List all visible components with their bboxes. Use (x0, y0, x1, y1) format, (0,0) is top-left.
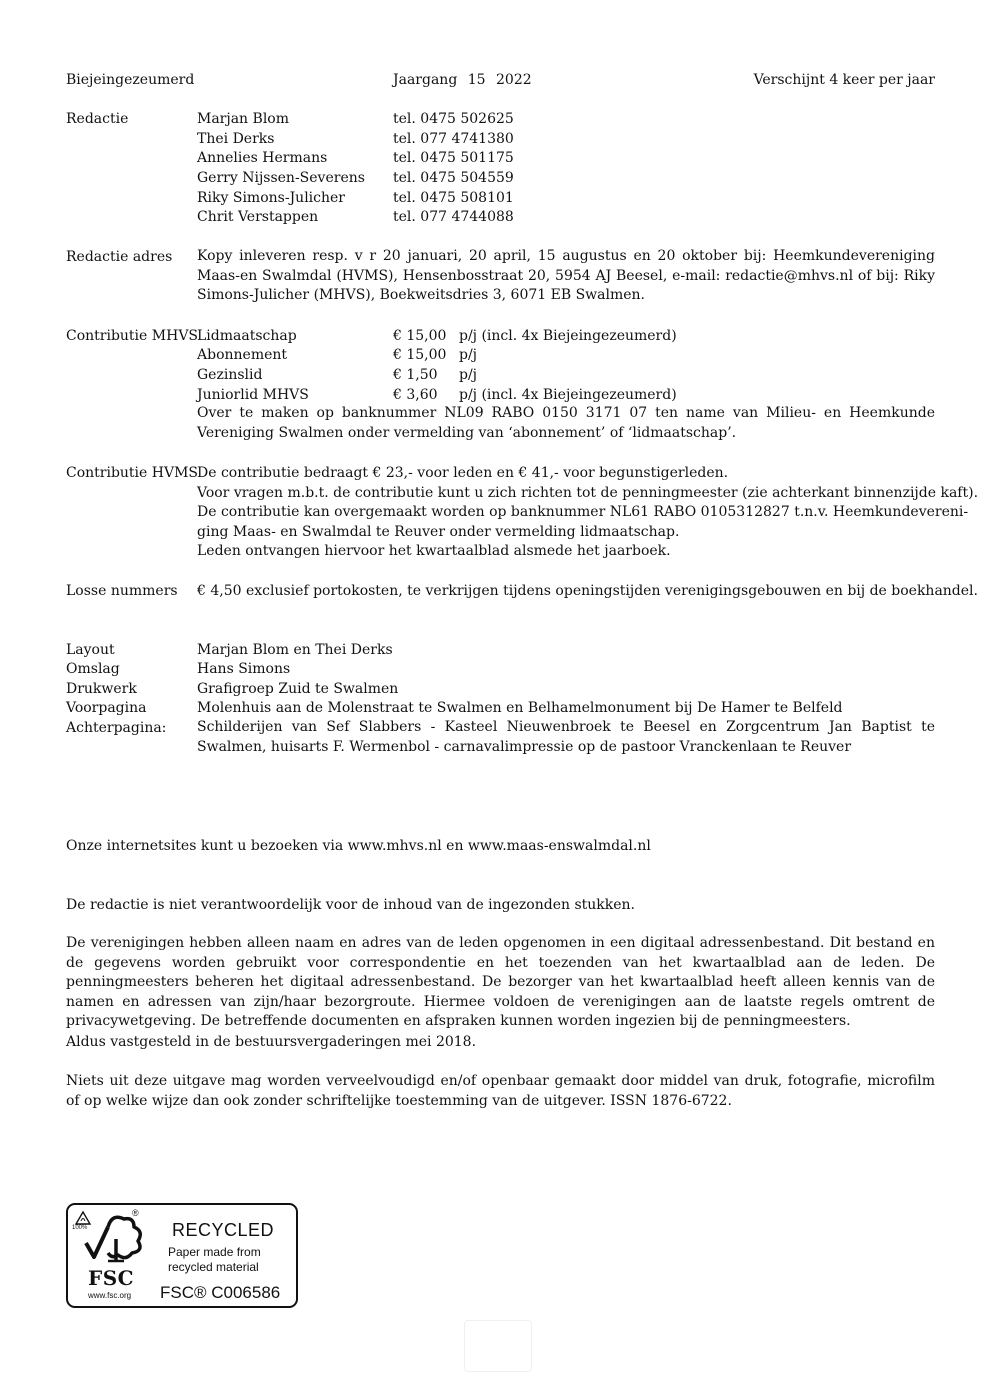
credit-label: Layout (66, 642, 115, 658)
member-tel: tel. 0475 502625 (393, 111, 514, 127)
credit-label: Drukwerk (66, 681, 137, 697)
member-name: Annelies Hermans (197, 150, 328, 166)
credit-label: Voorpagina (66, 700, 147, 716)
fee-type: Lidmaatschap (197, 328, 297, 344)
copyright-text: Niets uit deze uitgave mag worden verveelvoudigd en/of openbaar gemaakt door middel van druk, fotografie, microfilm of op welke wijze dan ook zonder schriftelijke toestemming van de uitgever. ISSN 1876-6722. (66, 1073, 935, 1109)
member-name: Riky Simons-Julicher (197, 190, 345, 206)
fee-note: p/j (459, 367, 478, 383)
credit-value: Molenhuis aan de Molenstraat te Swalmen en Belhamelmonument bij De Hamer te Belfeld (197, 700, 843, 716)
member-name: Chrit Verstappen (197, 209, 319, 225)
credit-value: Grafigroep Zuid te Swalmen (197, 681, 399, 697)
fee-amount: € 3,60 (393, 387, 438, 403)
fee-note: p/j (incl. 4x Biejeingezeumerd) (459, 328, 677, 344)
fee-amount: € 1,50 (393, 367, 438, 383)
fsc-recycled-logo (66, 1203, 298, 1308)
fee-note: p/j (459, 347, 478, 363)
fee-amount: € 15,00 (393, 347, 447, 363)
contributie-mhvs-text: Over te maken op banknummer NL09 RABO 0150 3171 07 ten name van Milieu- en Heemkunde Vereniging Swalmen onder vermelding van ‘abonnement’ of ‘lidmaatschap’. (197, 405, 935, 441)
fsc-registered-mark: ® (132, 1208, 139, 1218)
contributie-hvms-label: Contributie HVMS (66, 465, 199, 481)
credit-value: Marjan Blom en Thei Derks (197, 642, 393, 658)
hvms-line: Leden ontvangen hiervoor het kwartaalblad alsmede het jaarboek. (197, 543, 671, 559)
member-tel: tel. 077 4744088 (393, 209, 514, 225)
member-name: Marjan Blom (197, 111, 289, 127)
fee-type: Juniorlid MHVS (197, 387, 309, 403)
redactie-adres-text: Kopy inleveren resp. v r 20 januari, 20 april, 15 augustus en 20 oktober bij: Heemkundevereniging Maas-en Swalmdal (HVMS), Hensenbosstraat 20, 5954 AJ Beesel, e-mail: redactie@mhvs.nl of bij: Riky Simons-Julicher (MHVS), Boekweitsdries 3, 6071 EB Swalmen. (197, 248, 935, 304)
fee-type: Gezinslid (197, 367, 263, 383)
disclaimer-text: De redactie is niet verantwoordelijk voor de inhoud van de ingezonden stukken. (66, 897, 635, 913)
losse-nummers-text: € 4,50 exclusief portokosten, te verkrijgen tijdens openingstijden verenigingsgebouwen en bij de boekhandel. (197, 583, 978, 599)
redactie-adres-label: Redactie adres (66, 249, 173, 265)
member-tel: tel. 0475 508101 (393, 190, 514, 206)
fee-type: Abonnement (197, 347, 288, 363)
privacy-closing: Aldus vastgesteld in de bestuursvergaderingen mei 2018. (66, 1034, 477, 1050)
fsc-recycled-heading: RECYCLED (172, 1220, 275, 1240)
member-name: Thei Derks (197, 131, 275, 147)
fee-note: p/j (incl. 4x Biejeingezeumerd) (459, 387, 677, 403)
hvms-line: Voor vragen m.b.t. de contributie kunt u zich richten tot de penningmeester (zie achterkant binnenzijde kaft). (197, 485, 979, 501)
credit-value: Schilderijen van Sef Slabbers - Kasteel Nieuwenbroek te Beesel en Zorgcentrum Jan Baptist te Swalmen, huisarts F. Wermenbol - carnavalimpressie op de pastoor Vranckenlaan te Reuver (197, 719, 935, 755)
hvms-line: De contributie bedraagt € 23,- voor leden en € 41,- voor begunstigerleden. (197, 465, 729, 481)
credit-value: Hans Simons (197, 661, 291, 677)
hvms-line: De contributie kan overgemaakt worden op banknummer NL61 RABO 0105312827 t.n.v. Heemkundevereni- (197, 504, 969, 520)
fsc-percent: 100% (72, 1225, 88, 1231)
privacy-text: De verenigingen hebben alleen naam en adres van de leden opgenomen in een digitaal adressenbestand. Dit bestand en de gegevens worden gebruikt voor correspondentie en het toezenden van het kwartaalblad aan de leden. De penningmeesters beheren het digitaal adressenbestand. De bezorger van het kwartaalblad heeft alleen kennis van de namen en adressen van zijn/haar bezorgroute. Hiermee voldoen de verenigingen aan de laatste regels omtrent de privacywetgeving. De betreffende documenten en afspraken kunnen worden ingezien bij de penningmeesters. (66, 935, 935, 1030)
jaargang: Jaargang 15 2022 (393, 72, 532, 88)
blank-area (464, 1320, 532, 1372)
member-tel: tel. 0475 504559 (393, 170, 514, 186)
fee-amount: € 15,00 (393, 328, 447, 344)
member-tel: tel. 0475 501175 (393, 150, 514, 166)
frequency: Verschijnt 4 keer per jaar (753, 72, 935, 88)
fsc-line1: Paper made from (168, 1245, 261, 1259)
member-tel: tel. 077 4741380 (393, 131, 514, 147)
fsc-url: www.fsc.org (88, 1291, 132, 1300)
credit-label: Achterpagina: (66, 720, 167, 736)
redactie-label: Redactie (66, 111, 129, 127)
fsc-line2: recycled material (168, 1260, 259, 1274)
losse-nummers-label: Losse nummers (66, 583, 178, 599)
fsc-brand: FSC (88, 1266, 135, 1290)
fsc-code: FSC® C006586 (160, 1283, 281, 1302)
publication-title: Biejeingezeumerd (66, 72, 195, 88)
contributie-mhvs-label: Contributie MHVS (66, 328, 199, 344)
websites-text: Onze internetsites kunt u bezoeken via www.mhvs.nl en www.maas-enswalmdal.nl (66, 838, 651, 854)
hvms-line: ging Maas- en Swalmdal te Reuver onder vermelding lidmaatschap. (197, 524, 680, 540)
credit-label: Omslag (66, 661, 120, 677)
member-name: Gerry Nijssen-Severens (197, 170, 365, 186)
